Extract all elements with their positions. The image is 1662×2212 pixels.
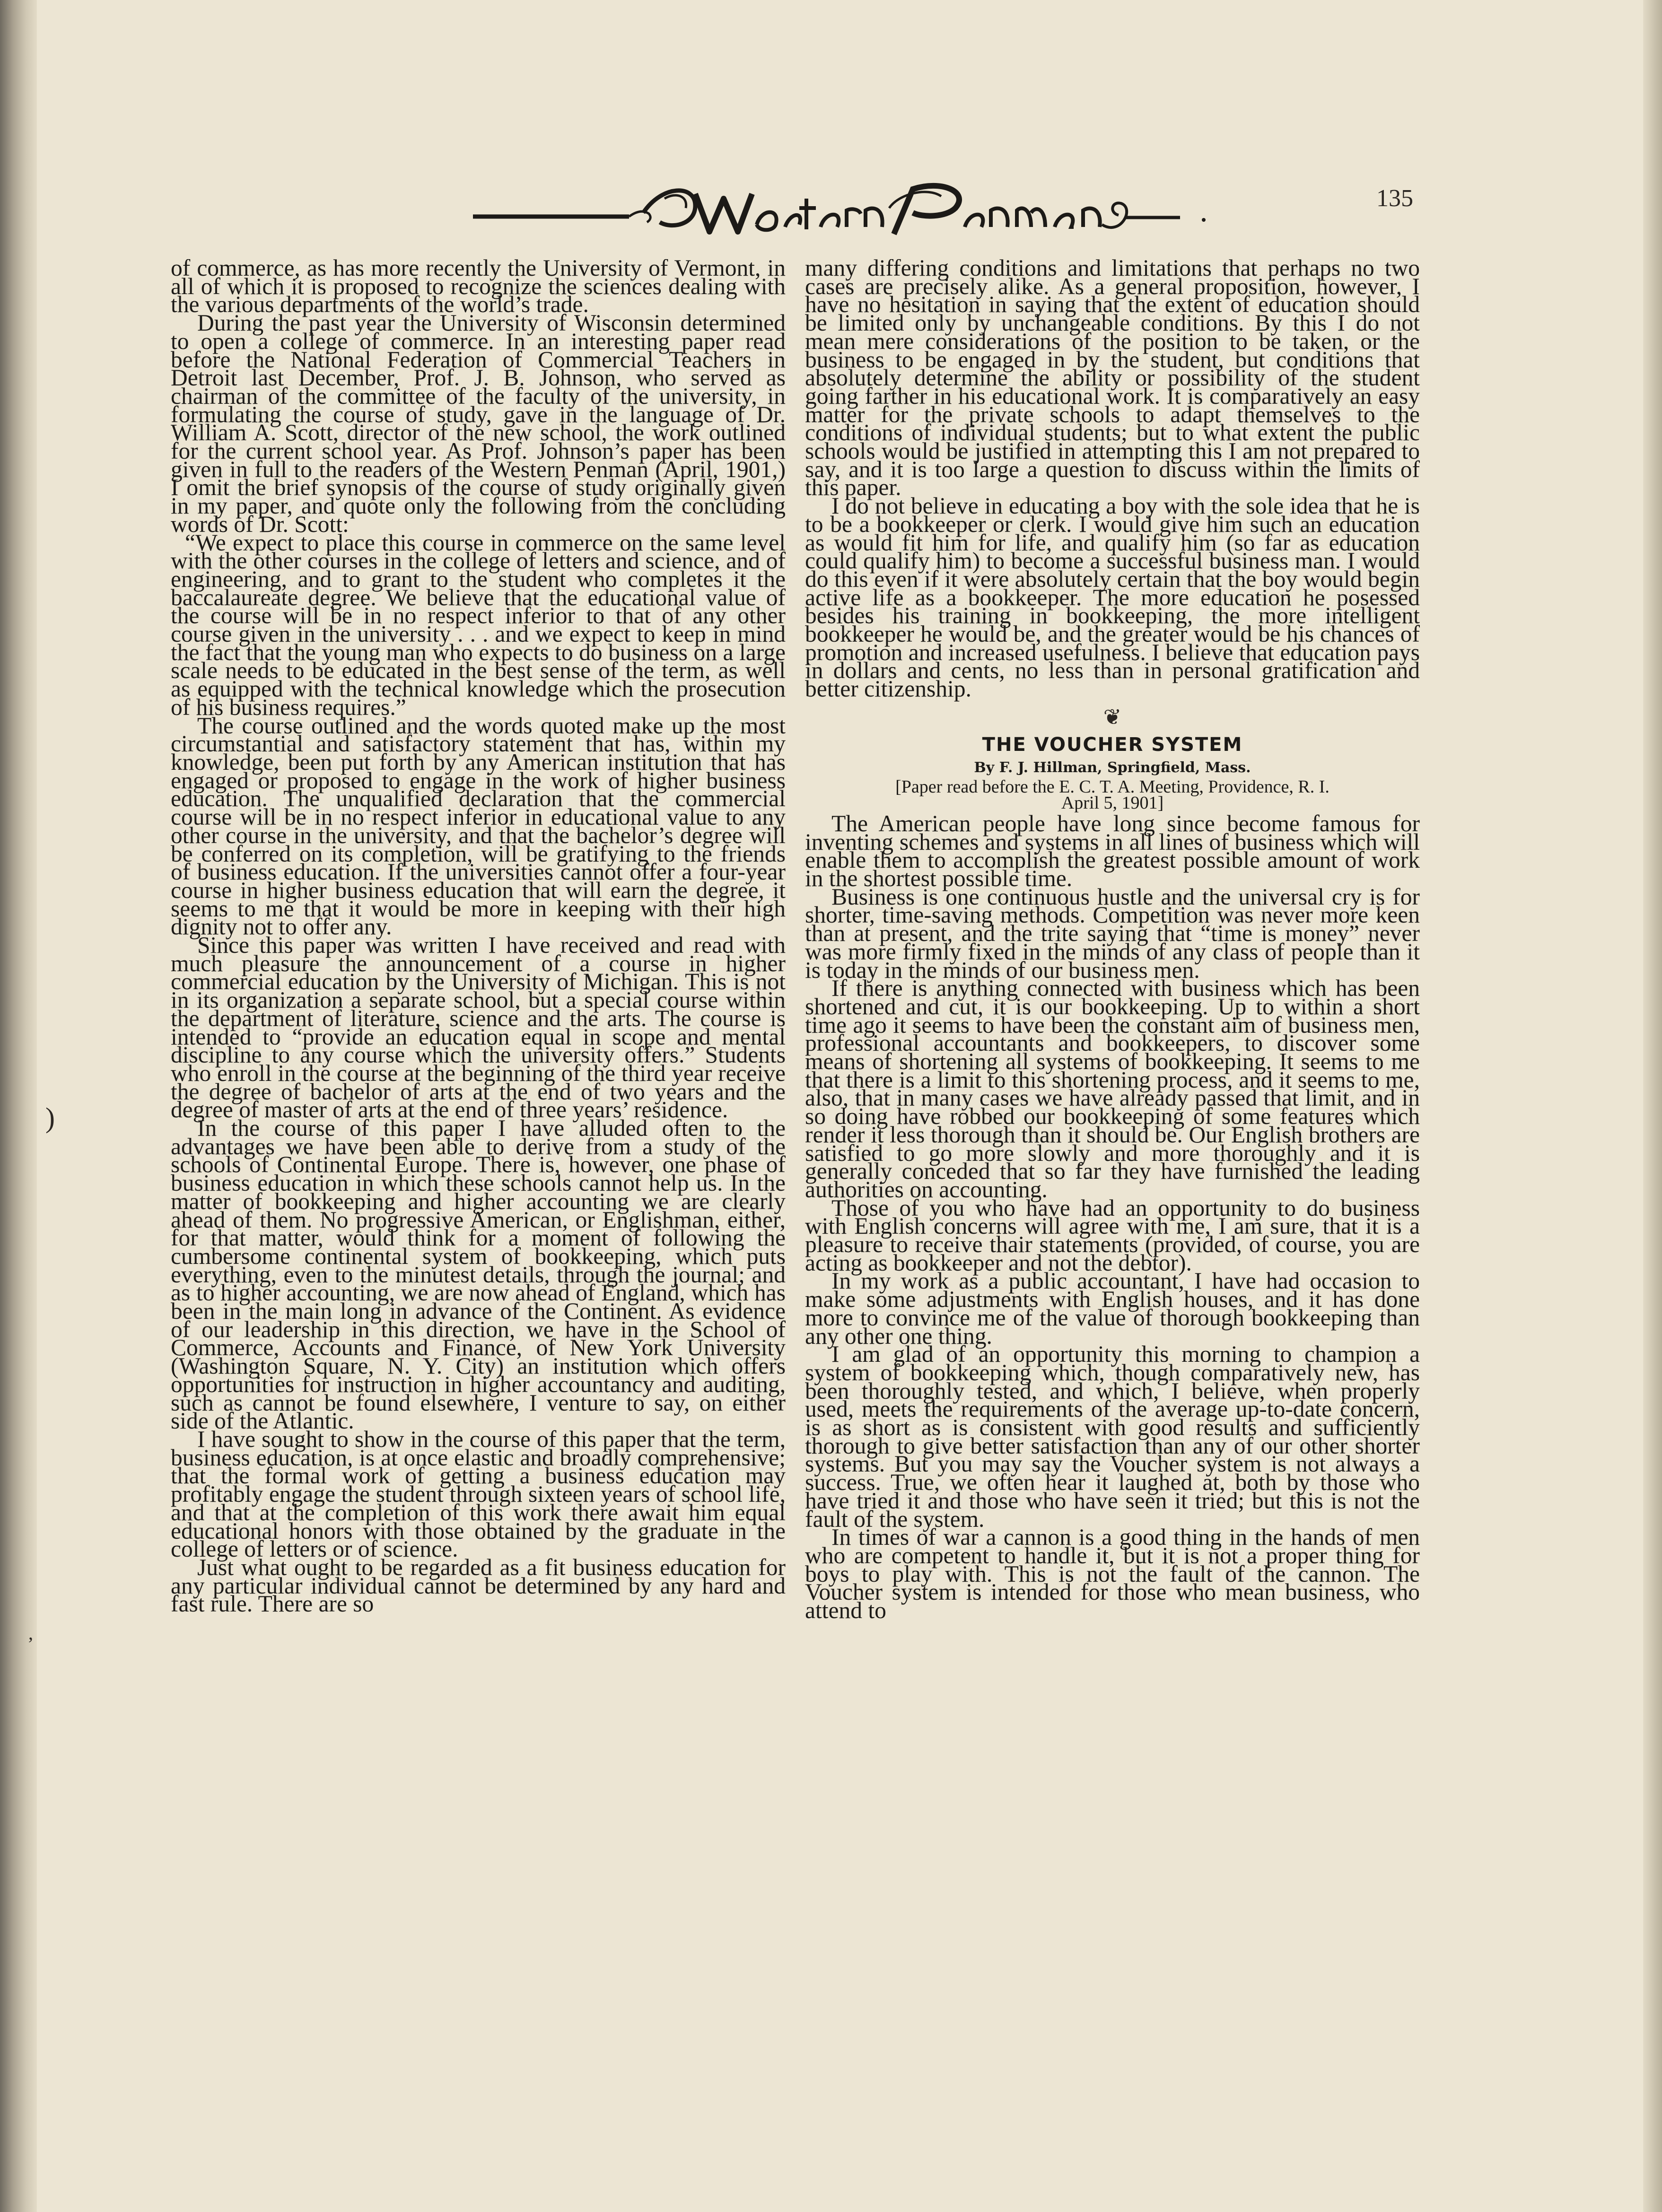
paragraph: of commerce, as has more recently the University of Vermont, in all of which it is proposed to recognize the sciences dealing with the various departments of the world’s trade. <box>171 259 786 318</box>
paragraph: I do not believe in educating a boy with the sole idea that he is to be a bookkeeper or clerk. I would give him such an education as would fit him for life, and qualify him (so far as education could qualify him) to become a successful business man. I would do this even if it were absolutely certain that the boy would begin active life as a bookkeeper. The more education he posessed besides his training in bookkeeping, the more intelligent bookkeeper he would be, and the greater would be his chances of promotion and increased usefulness. I believe that education pays in dollars and cents, no less than in personal gratification and better citizenship. <box>805 493 1420 702</box>
page-edge <box>1643 0 1662 2212</box>
masthead <box>473 180 1211 241</box>
paragraph: I am glad of an opportunity this morning to champion a system of bookkeeping which, though comparatively new, has been thoroughly tested, and which, I believe, when properly used, meets the requirements of the average up-to-date concern, is as short as is consistent with good results and sufficiently thorough to give better satisfaction than any of our other shorter systems. But you may say the Voucher system is not always a success. True, we often hear it laughed at, both by those who have tried it and those who have seen it tried; but this is not the fault of the system. <box>805 1341 1420 1532</box>
masthead-logo <box>473 180 1211 241</box>
paragraph: Since this paper was written I have received and read with much pleasure the announcement of a course in higher commercial education by the University of Michigan. This is not in its organization a separate school, but a special course within the department of literature, science and the arts. The course is intended to “provide an education equal in scope and mental discipline to any course which the university offers.” Students who enroll in the course at the beginning of the third year receive the degree of bachelor of arts at the end of two years and the degree of master of arts at the end of three years’ residence. <box>171 932 786 1123</box>
section-ornament: ❦ <box>1103 705 1122 729</box>
page-number: 135 <box>1376 185 1413 212</box>
paragraph: many differing conditions and limitations that perhaps no two cases are precisely alike. As a general proposition, however, I have no hesitation in saying that the extent of education should be limited only by unchangeable conditions. By this I do not mean mere considerations of the position to be taken, or the business to be engaged in by the student, but conditions that absolutely determine the ability or possibility of the student going farther in his educational work. It is comparatively an easy matter for the private schools to adapt themselves to the conditions of individual students; but to what extent the public schools would be justified in attempting this I am not prepared to say, and it is too large a question to discuss within the limits of this paper. <box>805 259 1420 501</box>
margin-mark: ) <box>45 1102 55 1133</box>
paragraph: In the course of this paper I have alluded often to the advantages we have been able to derive from a study of the schools of Continental Europe. There is, however, one phase of business education in which these schools cannot help us. In the matter of bookkeeping and higher accounting we are clearly ahead of them. No progressive American, or Englishman, either, for that matter, would think for a moment of following the cumbersome continental system of bookkeeping, which puts everything, even to the minutest details, through the journal; and as to higher accounting, we are now ahead of England, which has been in the main long in advance of the Continent. As evidence of our leadership in this direction, we have in the School of Commerce, Accounts and Finance, of New York University (Washington Square, N. Y. City) an institution which offers opportunities for instruction in higher accountancy and auditing, such as cannot be found elsewhere, I venture to say, on either side of the Atlantic. <box>171 1115 786 1434</box>
article-note-line: April 5, 1901] <box>1061 792 1164 813</box>
paragraph: Those of you who have had an opportunity to do business with English concerns will agree with me, I am sure, that it is a pleasure to receive thair statements (provided, of course, you are acting as bookkeeper and not the debtor). <box>805 1194 1420 1276</box>
right-column <box>805 259 1420 2155</box>
paragraph: If there is anything connected with business which has been shortened and cut, it is our bookkeeping. Up to within a short time ago it seems to have been the constant aim of business men, professional accountants and bookkeepers, to discover some means of shortening all systems of bookkeeping. It seems to me that there is a limit to this shortening process, and it seems to me, also, that in many cases we have already passed that limit, and in so doing have robbed our bookkeeping of some features which render it less thorough than it should be. Our English brothers are satisfied to go more slowly and more thoroughly and it is generally conceded that so far they have furnished the leading authorities on accounting. <box>805 975 1420 1202</box>
article-note <box>805 776 1420 813</box>
paragraph: In times of war a cannon is a good thing in the hands of men who are competent to handle it, but it is not a proper thing for boys to play with. This is not the fault of the cannon. The Voucher system is intended for those who mean business, who attend to <box>805 1524 1420 1624</box>
paragraph: In my work as a public accountant, I have had occasion to make some adjustments with English houses, and it has done more to convince me of the value of thorough bookkeeping than any other one thing. <box>805 1268 1420 1349</box>
paragraph: I have sought to show in the course of this paper that the term, business education, is at once elastic and broadly comprehensive; that the formal work of getting a business education may profitably engage the student through sixteen years of school life, and that at the completion of this work there await him equal educational honors with those obtained by the graduate in the college of letters or of science. <box>171 1426 786 1562</box>
paragraph: During the past year the University of Wisconsin determined to open a college of commerce. In an interesting paper read before the National Federation of Commercial Teachers in Detroit last December, Prof. J. B. Johnson, who served as chairman of the committee of the faculty of the university, in formulating the course of study, gave in the language of Dr. William A. Scott, director of the new school, the work outlined for the current school year. As Prof. Johnson’s paper has been given in full to the readers of the Western Penman (April, 1901,) I omit the brief synopsis of the course of study originally given in my paper, and quote only the following from the concluding words of Dr. Scott: <box>171 310 786 537</box>
article-byline: By F. J. Hillman, Springfield, Mass. <box>974 759 1251 776</box>
margin-mark: , <box>28 1622 33 1644</box>
article-note-line: [Paper read before the E. C. T. A. Meeting, Providence, R. I. <box>895 776 1330 797</box>
paragraph: The course outlined and the words quoted make up the most circumstantial and satisfactory statement that has, within my knowledge, been put forth by any American institution that has engaged or proposed to engage in the work of higher business education. The unqualified declaration that the commercial course will be in no respect inferior in educational value to any other course in the university, and that the bachelor’s degree will be conferred on its completion, will be gratifying to the friends of business education. If the universities cannot offer a four-year course in higher business education that will earn the degree, it seems to me that it would be more in keeping with their high dignity not to offer any. <box>171 712 786 940</box>
paragraph: The American people have long since become famous for inventing schemes and systems in all lines of business which will enable them to accomplish the greatest possible amount of work in the shortest possible time. <box>805 810 1420 891</box>
left-column <box>171 259 786 2155</box>
paragraph: Business is one continuous hustle and the universal cry is for shorter, time-saving methods. Competition was never more keen than at present, and the trite saying that “time is money” never was more firmly fixed in the minds of any class of people than it is today in the minds of our business men. <box>805 883 1420 983</box>
paragraph: Just what ought to be regarded as a fit business education for any particular individual cannot be determined by any hard and fast rule. There are so <box>171 1554 786 1617</box>
binding-gutter <box>0 0 37 2212</box>
quotation: “We expect to place this course in commerce on the same level with the other courses in the college of letters and science, and of engineering, and to grant to the student who completes it the baccalaureate degree. We believe that the educational value of the course will be in no respect inferior to that of any other course given in the university . . . and we expect to keep in mind the fact that the young man who expects to do business on a large scale needs to be educated in the best sense of the term, as well as equipped with the technical knowledge which the prosecution of his business requires.” <box>171 529 786 720</box>
article-title: THE VOUCHER SYSTEM <box>982 733 1243 756</box>
